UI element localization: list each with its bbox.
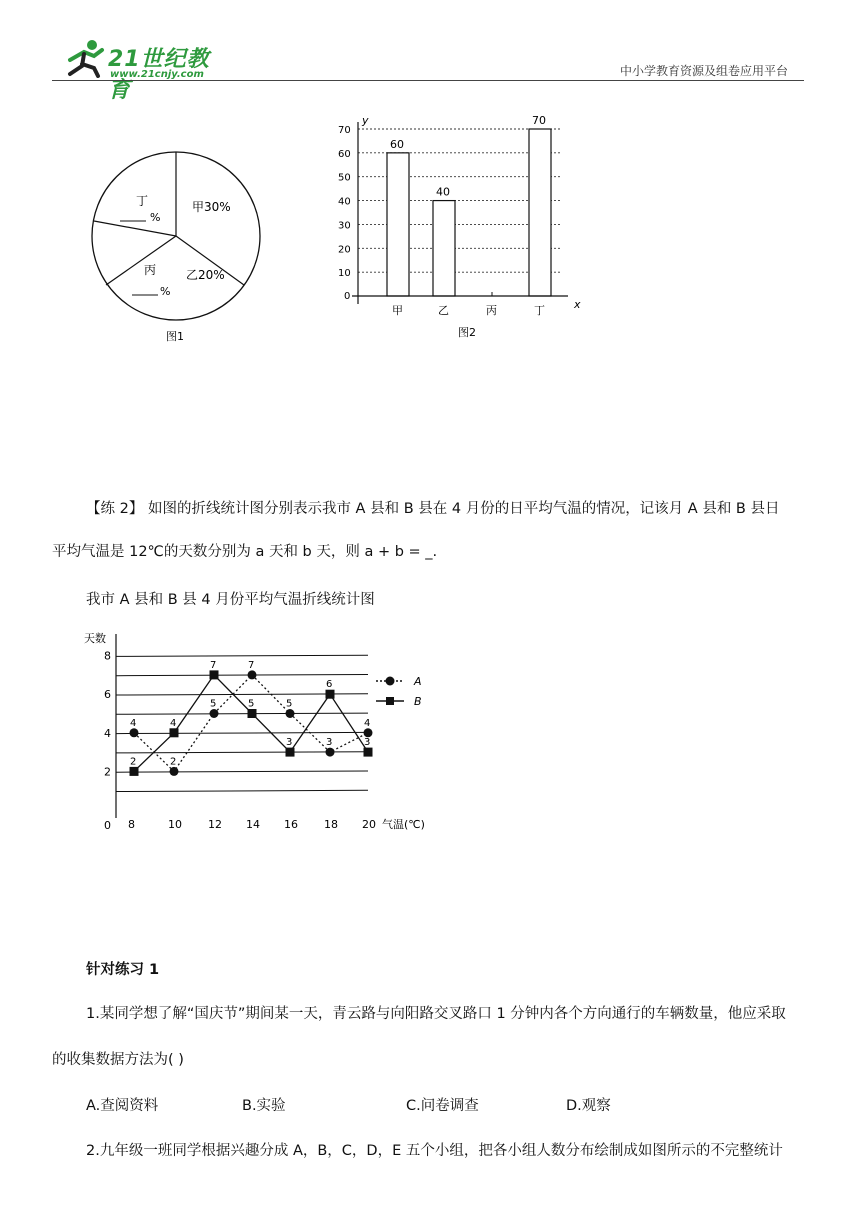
pie-label-yi: 乙20% [186,268,225,282]
line-x-tick-label: 20 [362,818,376,831]
bar-x-tick-label: 丁 [534,304,545,317]
series-a-point [286,709,295,718]
logo-url-text: www.21cnjy.com [110,69,204,80]
bar-x-tick-label: 丙 [486,304,497,317]
header-logo [62,38,232,103]
targeted-heading: 针对练习 1 [86,962,160,978]
series-b-data-label: 6 [326,679,333,691]
runner-icon [62,38,108,78]
bar-y-tick-label: 30 [338,220,351,232]
series-b-data-label: 2 [130,756,137,768]
bar-y-tick-label: 60 [338,148,351,160]
series-a-data-label: 5 [286,698,293,710]
q1-option-b: B.实验 [242,1098,286,1114]
line-y-tick-label: 6 [104,688,111,702]
series-b-point [364,748,373,757]
line-x-tick-label: 8 [128,818,135,831]
pie-chart [88,148,288,388]
header-platform-text: 中小学教育资源及组卷应用平台 [620,64,789,78]
line-x-tick-label: 18 [324,818,338,831]
bar-y-tick-label: 20 [338,244,351,256]
bar-zero-label: 0 [344,291,351,302]
line-gridline [116,790,368,791]
series-b-point [286,748,295,757]
logo-main-text: 21世纪教育 [108,47,210,103]
line-gridline [116,655,368,656]
bar-y-tick-label: 70 [338,125,351,136]
bar-y-tick-label: 40 [338,196,351,208]
bar-data-label: 60 [390,137,404,151]
pie-label-jia: 甲30% [192,200,231,214]
legend-a-label: A [414,675,422,688]
bar-data-label: 70 [532,114,546,127]
line-zero-label: 0 [104,819,111,832]
line-x-tick-label: 10 [168,818,182,831]
header-divider [52,80,804,81]
bar-data-label: 40 [436,185,450,199]
series-b-data-label: 3 [364,737,371,749]
pie-label-bing-pct: % [160,285,171,298]
series-a-point [364,728,373,737]
series-a-data-label: 5 [210,698,217,710]
q2-line1: 2.九年级一班同学根据兴趣分成 A，B，C，D，E 五个小组，把各小组人数分布绘制成如图所示的不完整统计 [86,1143,783,1159]
practice2-line2: 平均气温是 12℃的天数分别为 a 天和 b 天，则 a + b = _. [52,544,438,560]
legend-b-marker [386,697,394,705]
bar-x-tick-label: 甲 [392,304,403,317]
line-x-axis-label: 气温(℃) [382,818,425,831]
bar [387,153,409,296]
legend-b-label: B [414,695,422,708]
q1-option-c: C.问卷调查 [406,1098,479,1114]
pie-divider-bottom [106,236,176,285]
q1-option-d: D.观察 [566,1098,611,1114]
series-b-data-label: 4 [170,717,177,729]
series-a-point [248,670,257,679]
line-chart [78,628,458,838]
series-b-data-label: 3 [286,737,293,749]
line-gridline [116,732,368,733]
series-b-data-label: 5 [248,698,255,710]
bar-y-axis-label: y [362,114,369,127]
series-b-point [130,767,139,776]
series-a-data-label: 2 [170,756,177,768]
pie-caption: 图1 [166,330,184,343]
line-x-tick-label: 16 [284,818,298,831]
series-a-data-label: 7 [248,659,255,671]
legend [376,675,422,708]
line-y-tick-label: 2 [104,765,111,779]
bar [529,129,551,296]
line-gridline [116,675,368,676]
bar-x-tick-label: 乙 [438,304,449,317]
series-a-data-label: 4 [130,717,137,729]
series-b-point [170,728,179,737]
bar-caption: 图2 [458,326,476,339]
practice2-line1: 【练 2】 如图的折线统计图分别表示我市 A 县和 B 县在 4 月份的日平均气温的情况，记该月 A 县和 B 县日 [86,501,780,517]
series-b-point [326,690,335,699]
pie-divider-left [94,221,176,236]
q1-option-a: A.查阅资料 [86,1098,159,1114]
line-chart-title: 我市 A 县和 B 县 4 月份平均气温折线统计图 [86,592,375,608]
series-a-data-label: 4 [364,717,371,729]
bar-y-tick-label: 50 [338,172,351,184]
bar-x-axis-label: x [574,298,581,311]
series-a-point [210,709,219,718]
bar-y-tick-label: 10 [338,268,351,280]
series-a-point [326,748,335,757]
line-x-tick-label: 14 [246,818,260,831]
series-b-point [248,709,257,718]
line-y-axis-label: 天数 [84,632,106,645]
line-x-tick-label: 12 [208,818,222,831]
bar [433,201,455,296]
series-b-point [210,670,219,679]
pie-label-ding-pct: % [150,211,161,224]
line-y-tick-label: 8 [104,649,111,663]
q1-line1: 1.某同学想了解“国庆节”期间某一天，青云路与向阳路交叉路口 1 分钟内各个方向通行的车辆数量，他应采取 [86,1006,786,1022]
series-a-point [130,728,139,737]
line-gridline [116,713,368,714]
line-y-tick-label: 4 [104,726,111,740]
series-a-data-label: 3 [326,737,333,749]
q1-line2: 的收集数据方法为( ) [52,1052,184,1068]
pie-label-ding-name: 丁 [136,194,149,208]
line-gridline [116,771,368,772]
series-b-data-label: 7 [210,659,217,671]
bar-chart [330,112,590,347]
pie-label-bing-name: 丙 [144,263,157,277]
legend-a-marker [386,677,395,686]
series-a-point [170,767,179,776]
